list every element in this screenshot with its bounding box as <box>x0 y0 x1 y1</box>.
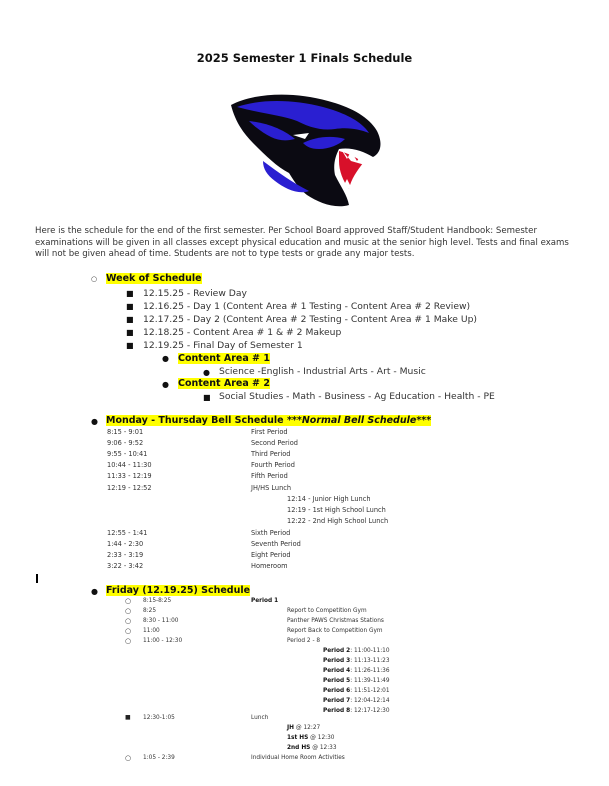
time-cell: 1:05 - 2:39 <box>143 755 175 761</box>
hollow-bullet: ○ <box>125 597 132 605</box>
period-cell: Sixth Period <box>251 529 291 537</box>
time-cell: 11:33 - 12:19 <box>107 472 152 480</box>
time-cell: 12:19 - 12:52 <box>107 484 152 492</box>
hollow-bullet: ○ <box>125 627 132 635</box>
square-bullet: ■ <box>126 315 134 324</box>
activity-cell: Report to Competition Gym <box>287 608 367 614</box>
list-item: 12.17.25 - Day 2 (Content Area # 2 Testing - Content Area # 1 Make Up) <box>143 314 478 325</box>
time-cell: 2:33 - 3:19 <box>107 551 144 559</box>
dot-bullet: ● <box>91 417 98 426</box>
lunch-group-row: 1st HS @ 12:30 <box>287 735 335 741</box>
lunch-row: 12:14 - Junior High Lunch <box>287 495 371 503</box>
text-cursor <box>36 574 38 583</box>
period-time-row: Period 2: 11:00-11:10 <box>323 648 390 654</box>
time-cell: 12:30-1:05 <box>143 715 175 721</box>
hollow-bullet: ○ <box>125 754 132 762</box>
square-bullet: ■ <box>203 393 211 402</box>
hollow-bullet: ○ <box>125 607 132 615</box>
square-bullet: ■ <box>126 328 134 337</box>
period-cell: Individual Home Room Activities <box>251 755 345 761</box>
lunch-row: 12:19 - 1st High School Lunch <box>287 506 386 514</box>
period-cell: Fifth Period <box>251 472 288 480</box>
period-cell: Third Period <box>251 450 291 458</box>
time-cell: 8:15 - 9:01 <box>107 428 144 436</box>
period-time-row: Period 5: 11:39-11:49 <box>323 678 390 684</box>
time-cell: 11:00 - 12:30 <box>143 638 183 644</box>
square-bullet: ■ <box>125 714 131 721</box>
list-item: 12.15.25 - Review Day <box>143 288 247 299</box>
lunch-group-row: 2nd HS @ 12:33 <box>287 745 337 751</box>
mon-thu-note: ***Normal Bell Schedule*** <box>286 415 432 426</box>
period-cell: Second Period <box>251 439 298 447</box>
intro-paragraph: Here is the schedule for the end of the first semester. Per School Board approved Staff/Student Handbook: Semester examinations will be given in all classes except physical education and music at the senior high level. Tests and final exams will not be given ahead of time. Students are not to type tests or grade any major tests. <box>35 226 569 260</box>
hollow-bullet: ○ <box>125 637 132 645</box>
lunch-group-row: JH @ 12:27 <box>287 725 321 731</box>
period-time-row: Period 3: 11:13-11:23 <box>323 658 390 664</box>
period-time-row: Period 4: 11:26-11:36 <box>323 668 390 674</box>
list-item: 12.19.25 - Final Day of Semester 1 <box>143 340 303 351</box>
mon-thu-heading: Monday - Thursday Bell Schedule ***Normal Bell Schedule*** <box>106 415 432 426</box>
dot-bullet: ● <box>203 368 210 377</box>
time-cell: 1:44 - 2:30 <box>107 540 144 548</box>
period-time-row: Period 6: 11:51-12:01 <box>323 688 390 694</box>
time-cell: 10:44 - 11:30 <box>107 461 152 469</box>
period-cell: Lunch <box>251 715 269 721</box>
time-cell: 11:00 <box>143 628 160 634</box>
content-area-1-heading: Content Area # 1 <box>178 353 270 364</box>
time-cell: 8:25 <box>143 608 157 614</box>
activity-cell: Panther PAWS Christmas Stations <box>287 618 384 624</box>
time-cell: 8:30 - 11:00 <box>143 618 179 624</box>
content-area-2-subjects: Social Studies - Math - Business - Ag Education - Health - PE <box>219 391 495 402</box>
content-area-1-subjects: Science -English - Industrial Arts - Art - Music <box>219 366 426 377</box>
square-bullet: ■ <box>126 289 134 298</box>
period-cell: Period 1 <box>251 598 279 604</box>
week-heading: Week of Schedule <box>106 273 202 284</box>
period-cell: Fourth Period <box>251 461 295 469</box>
square-bullet: ■ <box>126 341 134 350</box>
hollow-bullet: ○ <box>125 617 132 625</box>
period-cell: First Period <box>251 428 288 436</box>
dot-bullet: ● <box>162 380 169 389</box>
period-cell: JH/HS Lunch <box>251 484 292 492</box>
time-cell: 12:55 - 1:41 <box>107 529 148 537</box>
list-item: 12.16.25 - Day 1 (Content Area # 1 Testing - Content Area # 2 Review) <box>143 301 471 312</box>
period-cell: Seventh Period <box>251 540 301 548</box>
friday-heading: Friday (12.19.25) Schedule <box>106 585 251 596</box>
content-area-2-heading: Content Area # 2 <box>178 378 270 389</box>
lunch-row: 12:22 - 2nd High School Lunch <box>287 517 389 525</box>
time-cell: 3:22 - 3:42 <box>107 562 144 570</box>
hollow-bullet: ○ <box>91 275 98 283</box>
list-item: 12.18.25 - Content Area # 1 & # 2 Makeup <box>143 327 342 338</box>
period-cell: Homeroom <box>251 562 288 570</box>
panther-logo <box>223 91 385 211</box>
activity-cell: Report Back to Competition Gym <box>287 628 383 634</box>
period-time-row: Period 7: 12:04-12:14 <box>323 698 390 704</box>
dot-bullet: ● <box>91 587 98 596</box>
time-cell: 8:15-8:25 <box>143 598 172 604</box>
time-cell: 9:55 - 10:41 <box>107 450 148 458</box>
activity-cell: Period 2 - 8 <box>287 638 321 644</box>
period-cell: Eight Period <box>251 551 291 559</box>
square-bullet: ■ <box>126 302 134 311</box>
page-title: 2025 Semester 1 Finals Schedule <box>196 51 413 65</box>
dot-bullet: ● <box>162 354 169 363</box>
time-cell: 9:06 - 9:52 <box>107 439 144 447</box>
period-time-row: Period 8: 12:17-12:30 <box>323 708 390 714</box>
